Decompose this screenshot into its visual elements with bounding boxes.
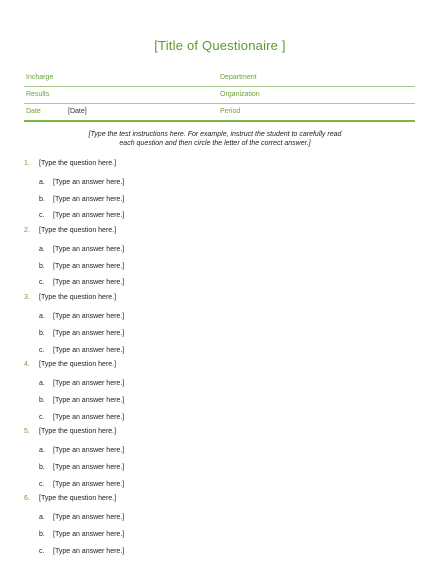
- answer-item: [0, 242, 440, 259]
- answer-item: [0, 527, 440, 544]
- info-row-date: [24, 104, 415, 122]
- answer-text: [Type an answer here.]: [53, 329, 125, 337]
- answer-letter: b.: [39, 531, 45, 538]
- answer-item: [0, 175, 440, 192]
- question-item: [0, 493, 440, 510]
- answer-letter: c.: [39, 279, 45, 287]
- answer-item: [0, 275, 440, 292]
- answer-letter: c.: [39, 480, 45, 488]
- answer-item: [0, 192, 440, 209]
- answer-letter: c.: [39, 547, 45, 555]
- info-row-incharge: [24, 70, 415, 87]
- question-list: [0, 158, 440, 560]
- question-number: 2.: [24, 227, 30, 235]
- answer-letter: c.: [39, 346, 45, 354]
- date-value: [Date]: [68, 108, 87, 115]
- organization-label: Organization: [220, 91, 260, 98]
- answer-item: [0, 460, 440, 477]
- instructions-line-1: [Type the test instructions here. For example, instruct the student to carefully read: [88, 131, 342, 138]
- answer-text: [Type an answer here.]: [53, 279, 125, 287]
- answer-text: [Type an answer here.]: [53, 480, 125, 488]
- answer-text: [Type an answer here.]: [53, 346, 125, 354]
- answer-letter: a.: [39, 179, 45, 186]
- answer-item: [0, 208, 440, 225]
- answer-letter: a.: [39, 246, 45, 254]
- answer-text: [Type an answer here.]: [53, 514, 125, 522]
- instructions-line-2: each question and then circle the letter of the correct answer.]: [119, 140, 311, 147]
- question-number: 3.: [24, 294, 30, 302]
- answer-text: [Type an answer here.]: [53, 179, 125, 186]
- question-text: [Type the question here.]: [39, 361, 117, 369]
- answer-text: [Type an answer here.]: [53, 531, 125, 538]
- answer-text: [Type an answer here.]: [53, 447, 125, 455]
- answer-item: [0, 376, 440, 393]
- question-number: 6.: [24, 495, 30, 503]
- question-text: [Type the question here.]: [39, 495, 117, 503]
- answer-letter: b.: [39, 396, 45, 404]
- answer-text: [Type an answer here.]: [53, 262, 125, 270]
- answer-item: [0, 410, 440, 427]
- question-item: [0, 426, 440, 443]
- question-number: 4.: [24, 361, 30, 369]
- answer-item: [0, 443, 440, 460]
- answer-item: [0, 259, 440, 276]
- question-text: [Type the question here.]: [39, 160, 117, 167]
- answer-item: [0, 309, 440, 326]
- question-number: 5.: [24, 428, 30, 436]
- answer-item: [0, 393, 440, 410]
- answer-text: [Type an answer here.]: [53, 313, 125, 321]
- answer-item: [0, 510, 440, 527]
- answer-item: [0, 477, 440, 494]
- question-item: [0, 359, 440, 376]
- answer-letter: b.: [39, 195, 45, 203]
- period-label: Period: [220, 108, 241, 115]
- answer-text: [Type an answer here.]: [53, 547, 125, 555]
- page-title: [Title of Questionaire ]: [154, 38, 286, 53]
- answer-letter: a.: [39, 380, 45, 388]
- answer-text: [Type an answer here.]: [53, 195, 125, 203]
- answer-text: [Type an answer here.]: [53, 212, 125, 220]
- incharge-label: Incharge: [26, 74, 54, 81]
- answer-letter: a.: [39, 447, 45, 455]
- answer-letter: c.: [39, 413, 45, 421]
- answer-letter: b.: [39, 329, 45, 337]
- question-item: [0, 158, 440, 175]
- info-table: [24, 70, 415, 122]
- answer-text: [Type an answer here.]: [53, 413, 125, 421]
- answer-text: [Type an answer here.]: [53, 380, 125, 388]
- department-label: Department: [220, 74, 257, 81]
- answer-letter: a.: [39, 514, 45, 522]
- question-text: [Type the question here.]: [39, 294, 117, 302]
- answer-item: [0, 343, 440, 360]
- answer-item: [0, 544, 440, 561]
- answer-letter: a.: [39, 313, 45, 321]
- answer-item: [0, 326, 440, 343]
- question-text: [Type the question here.]: [39, 227, 117, 235]
- question-item: [0, 292, 440, 309]
- date-label: Date: [26, 108, 41, 115]
- question-number: 1.: [24, 160, 30, 167]
- question-text: [Type the question here.]: [39, 428, 117, 436]
- answer-text: [Type an answer here.]: [53, 396, 125, 404]
- results-label: Results: [26, 91, 50, 98]
- instructions: [60, 130, 370, 148]
- answer-letter: c.: [39, 212, 45, 220]
- answer-text: [Type an answer here.]: [53, 463, 125, 471]
- answer-text: [Type an answer here.]: [53, 246, 125, 254]
- info-row-results: [24, 87, 415, 104]
- question-item: [0, 225, 440, 242]
- answer-letter: b.: [39, 463, 45, 471]
- answer-letter: b.: [39, 262, 45, 270]
